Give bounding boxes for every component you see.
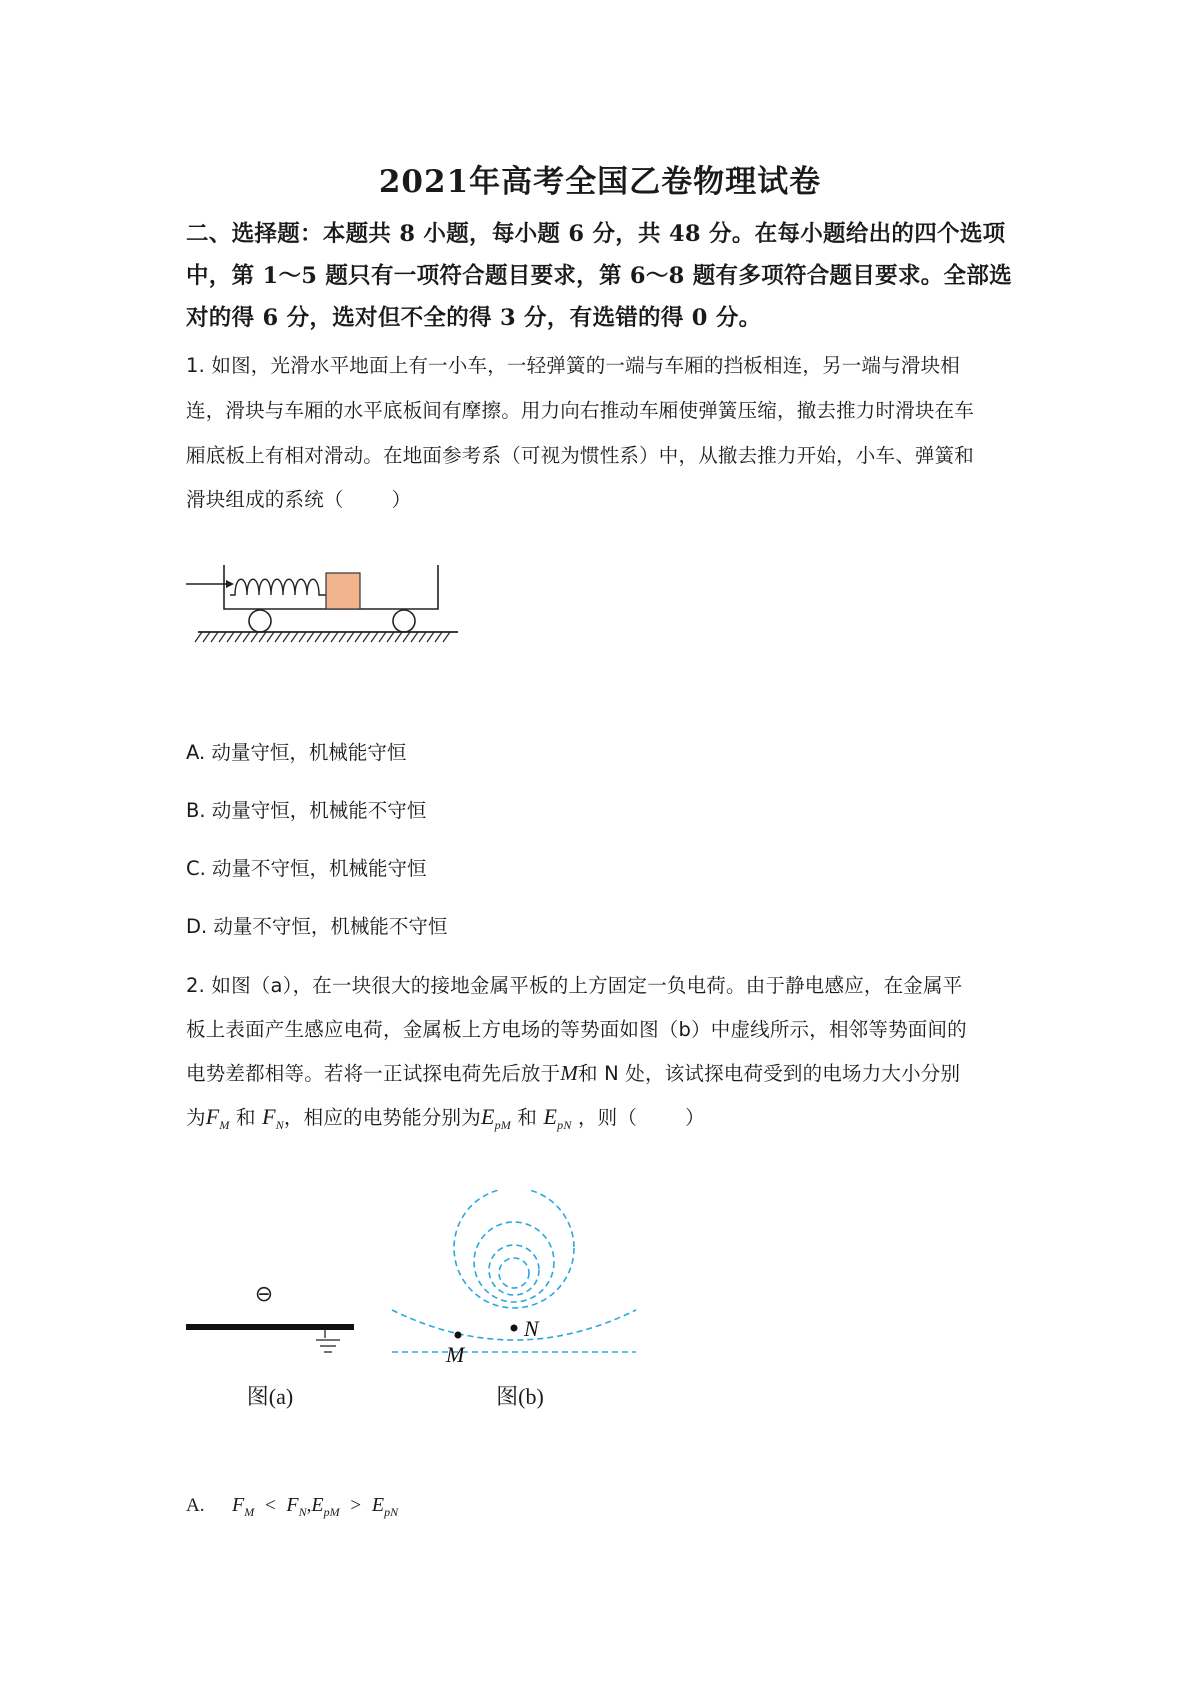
hatch-stroke [403,632,410,642]
q1-option-c: C. 动量不守恒，机械能守恒 [186,857,427,880]
q1-option-b: B. 动量守恒，机械能不守恒 [186,799,427,822]
hatch-stroke [395,632,402,642]
q2-line4-mid: ，相应的电势能分别为 [283,1106,481,1129]
q2-option-a-gt: > [350,1495,362,1516]
hatch-stroke [243,632,250,642]
q2-option-a-sub-pm: pM [323,1504,340,1519]
q2-line4-end-suffix: ） [685,1106,705,1129]
hatch-stroke [251,632,258,642]
q2-text-line-3 [186,1058,960,1086]
q1-last-line-prefix: 滑块组成的系统（ [186,488,344,511]
q2-symbol-f-n: F [262,1104,276,1129]
section-instruction-line-3: 对的得 6 分，选对但不全的得 3 分，有选错的得 0 分。 [186,305,762,331]
metal-plate [186,1324,354,1330]
hatch-stroke [299,632,306,642]
q2-sub-pm: pM [494,1117,511,1132]
hatch-stroke [371,632,378,642]
sliding-block [326,573,360,609]
q2-option-a-comma: , [306,1495,312,1516]
hatch-stroke [339,632,346,642]
q2-and-2: 和 [517,1106,538,1129]
q1-last-line-suffix: ） [391,488,412,511]
section-instruction-line-2: 中，第 1～5 题只有一项符合题目要求，第 6～8 题有多项符合题目要求。全部选 [186,263,1012,289]
q2-sub-n: N [275,1117,284,1132]
cart-wheel-right [393,610,415,632]
q1-cart-figure [180,560,470,665]
q1-text-line-2: 连，滑块与车厢的水平底板间有摩擦。用力向右推动车厢使弹簧压缩，撤去推力时滑块在车 [186,399,975,422]
hatch-stroke [195,632,202,642]
cart-wheel-left [249,610,271,632]
hatch-stroke [291,632,298,642]
hatch-stroke [203,632,210,642]
q2-symbol-e-pn: E [543,1104,558,1129]
q2-line4-word: 为 [186,1106,206,1129]
q2-text-line-1: 2. 如图（a），在一块很大的接地金属平板的上方固定一负电荷。由于静电感应，在金属平 [186,974,963,997]
q2-option-a-lt: < [264,1495,276,1516]
equipotential-circle-1 [454,1190,574,1308]
q2-option-a-e-pm: E [311,1494,324,1516]
hatch-stroke [363,632,370,642]
q2-line3-point-m: M [560,1061,579,1085]
hatch-stroke [323,632,330,642]
equipotential-circle-2 [474,1222,554,1302]
point-m-label: M [446,1342,465,1367]
hatch-stroke [347,632,354,642]
q1-text-line-1: 1. 如图，光滑水平地面上有一小车，一轻弹簧的一端与车厢的挡板相连，另一端与滑块相 [186,354,961,377]
hatch-stroke [267,632,274,642]
hatch-stroke [331,632,338,642]
push-arrow-icon [186,580,234,588]
hatch-stroke [443,632,450,642]
hatch-stroke [275,632,282,642]
equipotential-circle-4 [499,1258,529,1288]
q1-option-a: A. 动量守恒，机械能守恒 [186,741,407,764]
q2-option-a-letter: A. [186,1495,205,1516]
hatch-stroke [227,632,234,642]
figure-a [180,1270,360,1340]
q2-and-1: 和 [235,1106,256,1129]
hatch-stroke [219,632,226,642]
q2-line4-end-prefix: ，则（ [577,1106,638,1129]
hatch-stroke [419,632,426,642]
figure-a-label: 图(a) [246,1384,294,1409]
hatch-stroke [211,632,218,642]
q2-text-line-4 [186,1102,705,1133]
hatch-stroke [387,632,394,642]
q1-option-d: D. 动量不守恒，机械能不守恒 [186,915,448,938]
hatch-stroke [379,632,386,642]
hatch-stroke [235,632,242,642]
q2-text-line-2: 板上表面产生感应电荷，金属板上方电场的等势面如图（b）中虚线所示，相邻等势面间的 [186,1018,967,1041]
figure-b-label: 图(b) [496,1384,544,1409]
q2-symbol-e-pm: E [480,1104,495,1129]
point-m-dot [455,1332,462,1339]
q2-option-a-f-n: F [286,1494,299,1516]
spring [230,579,326,595]
hatch-stroke [411,632,418,642]
hatch-stroke [307,632,314,642]
hatch-stroke [427,632,434,642]
point-n-label: N [524,1316,539,1341]
hatch-stroke [259,632,266,642]
q2-symbol-f-m: F [205,1104,220,1129]
ground-symbol-lines [310,1338,350,1364]
q2-option-a-e-pn: E [371,1494,385,1516]
hatch-stroke [283,632,290,642]
q1-text-line-4 [186,484,411,512]
q2-option-a-sub-m: M [244,1504,255,1519]
q2-line3-prefix: 电势差都相等。若将一正试探电荷先后放于 [186,1062,561,1085]
q2-line3-suffix: 和 N 处，该试探电荷受到的电场力大小分别 [578,1062,961,1085]
hatch-stroke [355,632,362,642]
section-instruction-line-1: 二、选择题：本题共 8 小题，每小题 6 分，共 48 分。在每小题给出的四个选项 [186,221,1006,247]
q2-option-a-sub-pn: pN [384,1504,399,1519]
page-title: 2021年高考全国乙卷物理试卷 [378,164,822,200]
q2-option-a [186,1494,398,1520]
q2-sub-m: M [219,1117,230,1132]
hatch-stroke [315,632,322,642]
figure-b [390,1190,650,1380]
q2-option-a-f-m: F [231,1494,245,1516]
q2-option-a-sub-n: N [298,1504,307,1519]
negative-charge-icon: ⊖ [254,1282,274,1307]
point-n-dot [511,1325,518,1332]
q2-sub-pn: pN [557,1117,572,1132]
ground-hatch [195,632,450,642]
q1-text-line-3: 厢底板上有相对滑动。在地面参考系（可视为惯性系）中，从撤去推力开始，小车、弹簧和 [186,444,975,467]
hatch-stroke [435,632,442,642]
